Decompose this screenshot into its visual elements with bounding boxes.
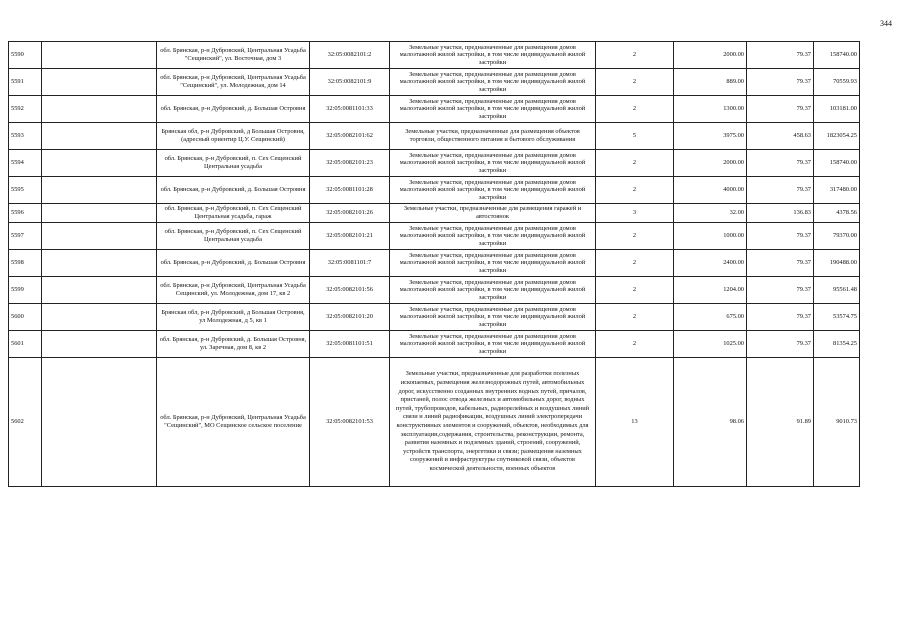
row-number-cell: 5594 [9,150,42,177]
cadastral-number-cell: 32:05:0082101:21 [310,223,390,250]
specific-value-cell: 79.37 [747,177,814,204]
land-use-cell: Земельные участки, предназначенные для размещения домов малоэтажной жилой застройки, в том числе индивидуальной жилой застройки [390,250,596,277]
use-group-cell: 2 [596,42,674,69]
table-row [9,69,860,96]
use-group-cell: 2 [596,150,674,177]
area-cell: 675.00 [674,304,747,331]
cadastral-number-cell: 32:05:0082101:23 [310,150,390,177]
empty-cell [42,96,157,123]
cadastral-value-cell: 158740.00 [814,150,860,177]
use-group-cell: 2 [596,304,674,331]
cadastral-number-cell: 32:05:0081101:33 [310,96,390,123]
row-number-cell: 5590 [9,42,42,69]
specific-value-cell: 79.37 [747,96,814,123]
specific-value-cell: 79.37 [747,277,814,304]
use-group-cell: 2 [596,96,674,123]
area-cell: 1000.00 [674,223,747,250]
address-cell: Брянская обл, р-н Дубровский, д Большая Островня, ул Молодежная, д 5, кв 1 [157,304,310,331]
cadastral-number-cell: 32:05:0082101:9 [310,69,390,96]
address-cell: обл. Брянская, р-н Дубровский, п. Сех Сещенский Центральная усадьба [157,223,310,250]
empty-cell [42,304,157,331]
table-row [9,277,860,304]
address-cell: обл. Брянская, р-н Дубровский, Центральная Усадьба "Сещинский", МО Сещинское сельское поселение [157,358,310,487]
cadastral-value-cell: 4378.56 [814,204,860,223]
use-group-cell: 2 [596,250,674,277]
address-cell: обл. Брянская, р-н Дубровский, д. Большая Островня [157,96,310,123]
table-row [9,150,860,177]
table-row [9,358,860,487]
specific-value-cell: 458.63 [747,123,814,150]
empty-cell [42,277,157,304]
empty-cell [42,250,157,277]
empty-cell [42,331,157,358]
cadastral-number-cell: 32:05:0082101:56 [310,277,390,304]
specific-value-cell: 79.37 [747,331,814,358]
land-use-cell: Земельные участки, предназначенные для размещения домов малоэтажной жилой застройки, в том числе индивидуальной жилой застройки [390,150,596,177]
row-number-cell: 5599 [9,277,42,304]
row-number-cell: 5602 [9,358,42,487]
cadastral-value-cell: 190488.00 [814,250,860,277]
land-use-cell: Земельные участки, предназначенные для размещения домов малоэтажной жилой застройки, в том числе индивидуальной жилой застройки [390,177,596,204]
row-number-cell: 5600 [9,304,42,331]
use-group-cell: 2 [596,177,674,204]
specific-value-cell: 79.37 [747,42,814,69]
row-number-cell: 5592 [9,96,42,123]
cadastral-value-cell: 53574.75 [814,304,860,331]
land-use-cell: Земельные участки, предназначенные для размещения домов малоэтажной жилой застройки, в том числе индивидуальной жилой застройки [390,42,596,69]
use-group-cell: 2 [596,331,674,358]
area-cell: 889.00 [674,69,747,96]
use-group-cell: 2 [596,277,674,304]
cadastral-value-cell: 1823054.25 [814,123,860,150]
area-cell: 32.00 [674,204,747,223]
use-group-cell: 2 [596,69,674,96]
land-use-cell: Земельные участки, предназначенные для размещения домов малоэтажной жилой застройки, в том числе индивидуальной жилой застройки [390,304,596,331]
cadastral-value-table [8,41,860,487]
cadastral-value-cell: 81354.25 [814,331,860,358]
specific-value-cell: 79.37 [747,304,814,331]
specific-value-cell: 136.83 [747,204,814,223]
table-row [9,223,860,250]
cadastral-number-cell: 32:05:0082101:20 [310,304,390,331]
empty-cell [42,358,157,487]
address-cell: обл. Брянская, р-н Дубровский, Центральная Усадьба "Сещинский", ул. Восточная, дом 3 [157,42,310,69]
cadastral-number-cell: 32:05:0081101:7 [310,250,390,277]
empty-cell [42,42,157,69]
specific-value-cell: 79.37 [747,150,814,177]
empty-cell [42,69,157,96]
cadastral-value-cell: 317480.00 [814,177,860,204]
table-row [9,304,860,331]
row-number-cell: 5597 [9,223,42,250]
address-cell: обл. Брянская, р-н Дубровский, п. Сех Сещенский Центральная усадьба, гараж [157,204,310,223]
land-use-cell: Земельные участки, предназначенные для разработки полезных ископаемых, размещения железнодорожных путей, автомобильных дорог, искусственно созданных внутренних водных путей, причалов, пристаней, полос отвода железных и автомобильных дорог, водных путей, трубопроводов, кабельных, радиорелейных и воздушных линий связи и линий радиофикации, воздушных линий электропередачи конструктивных элементов и сооружений, объектов, необходимых для эксплуатации,содержания, строительства, реконструкции, ремонта, развития наземных и подземных зданий, строений, сооружений, устройств транспорта, энергетики и связи; размещения наземных сооружений и инфраструктуры спутниковой связи, объектов космической деятельности, военных объектов [390,358,596,487]
address-cell: обл. Брянская, р-н Дубровский, Центральная Усадьба "Сещинский", ул. Молодежная, дом 14 [157,69,310,96]
land-use-cell: Земельные участки, предназначенные для размещения гаражей и автостоянок [390,204,596,223]
area-cell: 1300.00 [674,96,747,123]
address-cell: обл. Брянская, р-н Дубровский, Центральная Усадьба Сещинский, ул. Молодежная, дом 17, кв 2 [157,277,310,304]
cadastral-number-cell: 32:05:0081101:51 [310,331,390,358]
area-cell: 3975.00 [674,123,747,150]
address-cell: обл. Брянская, р-н Дубровский, д. Большая Островня [157,250,310,277]
area-cell: 4000.00 [674,177,747,204]
row-number-cell: 5591 [9,69,42,96]
cadastral-value-cell: 103181.00 [814,96,860,123]
row-number-cell: 5595 [9,177,42,204]
table-row [9,331,860,358]
cadastral-value-cell: 70559.93 [814,69,860,96]
use-group-cell: 5 [596,123,674,150]
area-cell: 1025.00 [674,331,747,358]
cadastral-value-cell: 95561.48 [814,277,860,304]
use-group-cell: 13 [596,358,674,487]
specific-value-cell: 79.37 [747,250,814,277]
cadastral-number-cell: 32:05:0082101:2 [310,42,390,69]
area-cell: 2400.00 [674,250,747,277]
address-cell: Брянская обл, р-н Дубровский, д Большая Островня, (адресный ориентир Ц.У. Сещинский) [157,123,310,150]
cadastral-number-cell: 32:05:0082101:53 [310,358,390,487]
row-number-cell: 5596 [9,204,42,223]
address-cell: обл. Брянская, р-н Дубровский, д. Большая Островня [157,177,310,204]
empty-cell [42,150,157,177]
address-cell: обл. Брянская, р-н Дубровский, п. Сех Сещенский Центральная усадьба [157,150,310,177]
table-row [9,123,860,150]
cadastral-value-cell: 79370.00 [814,223,860,250]
specific-value-cell: 79.37 [747,223,814,250]
area-cell: 2000.00 [674,42,747,69]
area-cell: 1204.00 [674,277,747,304]
land-use-cell: Земельные участки, предназначенные для размещения домов малоэтажной жилой застройки, в том числе индивидуальной жилой застройки [390,331,596,358]
table-row [9,250,860,277]
cadastral-number-cell: 32:05:0082101:26 [310,204,390,223]
table-body [9,42,860,487]
land-use-cell: Земельные участки, предназначенные для размещения домов малоэтажной жилой застройки, в том числе индивидуальной жилой застройки [390,277,596,304]
land-use-cell: Земельные участки, предназначенные для размещения домов малоэтажной жилой застройки, в том числе индивидуальной жилой застройки [390,96,596,123]
empty-cell [42,177,157,204]
area-cell: 98.06 [674,358,747,487]
specific-value-cell: 79.37 [747,69,814,96]
table-row [9,177,860,204]
cadastral-number-cell: 32:05:0081101:28 [310,177,390,204]
address-cell: обл. Брянская, р-н Дубровский, д. Большая Островня, ул. Заречная, дом 8, кв 2 [157,331,310,358]
empty-cell [42,223,157,250]
row-number-cell: 5593 [9,123,42,150]
land-use-cell: Земельные участки, предназначенные для размещения объектов торговли, общественного питания и бытового обслуживания [390,123,596,150]
table-row [9,96,860,123]
page-number: 344 [880,19,892,28]
empty-cell [42,123,157,150]
table-row [9,204,860,223]
cadastral-number-cell: 32:05:0082101:62 [310,123,390,150]
land-use-cell: Земельные участки, предназначенные для размещения домов малоэтажной жилой застройки, в том числе индивидуальной жилой застройки [390,223,596,250]
use-group-cell: 3 [596,204,674,223]
specific-value-cell: 91.89 [747,358,814,487]
land-use-cell: Земельные участки, предназначенные для размещения домов малоэтажной жилой застройки, в том числе индивидуальной жилой застройки [390,69,596,96]
table-row [9,42,860,69]
cadastral-value-cell: 158740.00 [814,42,860,69]
use-group-cell: 2 [596,223,674,250]
row-number-cell: 5601 [9,331,42,358]
cadastral-value-cell: 9010.73 [814,358,860,487]
empty-cell [42,204,157,223]
row-number-cell: 5598 [9,250,42,277]
area-cell: 2000.00 [674,150,747,177]
